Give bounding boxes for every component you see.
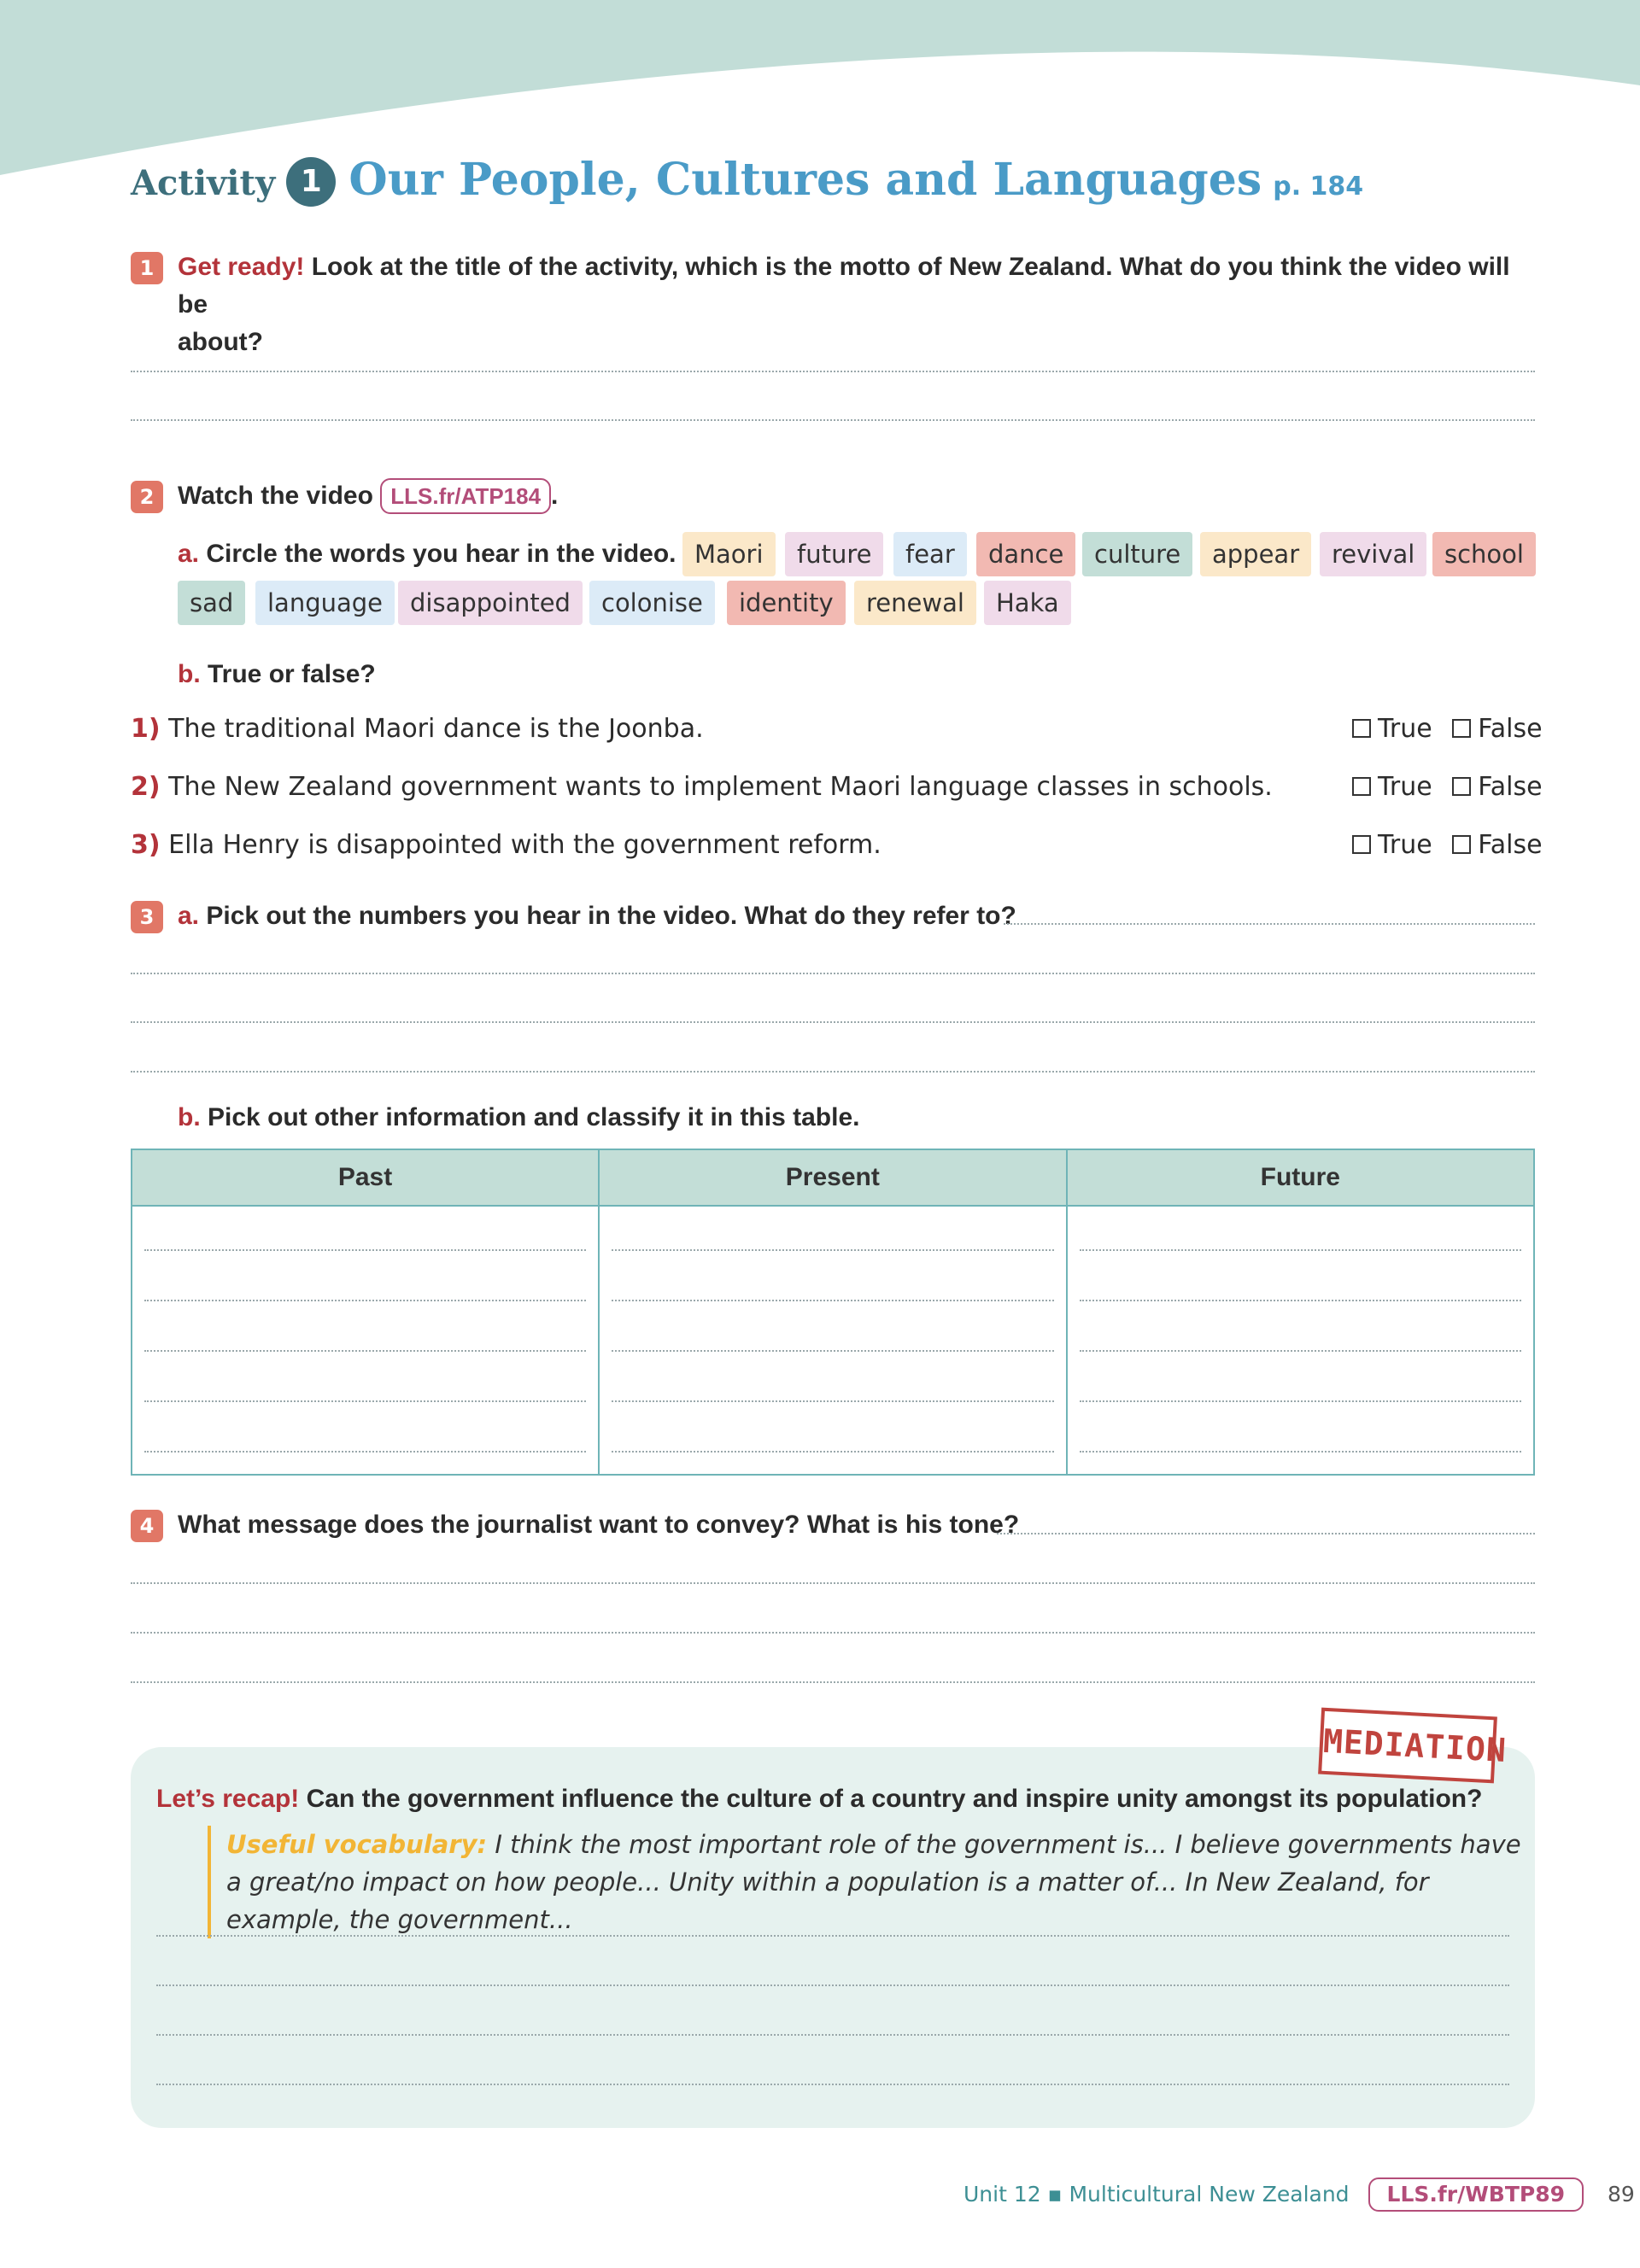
answer-line[interactable] bbox=[156, 2084, 1509, 2085]
question-3a-text: Pick out the numbers you hear in the video. What do they refer to? bbox=[206, 902, 1016, 930]
word-chip[interactable]: appear bbox=[1200, 532, 1311, 576]
question-1-text-cont: about? bbox=[178, 328, 263, 356]
column-header-present: Present bbox=[599, 1149, 1067, 1206]
useful-vocabulary bbox=[208, 1826, 1542, 1938]
activity-label: Activity bbox=[131, 163, 276, 203]
false-option[interactable] bbox=[1452, 714, 1542, 744]
question-2b-text: True or false? bbox=[208, 660, 376, 688]
false-option[interactable] bbox=[1452, 772, 1542, 802]
answer-line[interactable] bbox=[131, 1582, 1535, 1584]
recap-label: Let’s recap! bbox=[156, 1785, 300, 1813]
vocab-label: Useful vocabulary: bbox=[226, 1830, 488, 1859]
checkbox-icon[interactable] bbox=[1352, 835, 1371, 854]
answer-line[interactable] bbox=[131, 419, 1535, 421]
question-3b-label: b. bbox=[178, 1103, 201, 1131]
answer-line[interactable] bbox=[144, 1251, 586, 1301]
question-4-number: 4 bbox=[131, 1510, 163, 1542]
word-chip[interactable]: language bbox=[255, 581, 395, 625]
word-chip[interactable]: identity bbox=[727, 581, 846, 625]
column-header-future: Future bbox=[1067, 1149, 1534, 1206]
classification-table bbox=[131, 1149, 1535, 1476]
footer-link[interactable]: LLS.fr/WBTP89 bbox=[1368, 2177, 1584, 2212]
word-chip[interactable]: future bbox=[785, 532, 883, 576]
false-label: False bbox=[1478, 714, 1543, 744]
false-label: False bbox=[1478, 830, 1543, 860]
page-number: 89 bbox=[1607, 2182, 1635, 2207]
answer-line[interactable] bbox=[156, 1935, 1509, 1937]
answer-line[interactable] bbox=[144, 1352, 586, 1402]
video-link[interactable]: LLS.fr/ATP184 bbox=[380, 478, 551, 514]
word-chip[interactable]: colonise bbox=[589, 581, 715, 625]
question-2-number-wrap bbox=[131, 481, 163, 513]
word-chip[interactable]: Haka bbox=[984, 581, 1071, 625]
question-2a bbox=[178, 535, 676, 573]
word-chip[interactable]: renewal bbox=[854, 581, 976, 625]
question-2b-label: b. bbox=[178, 660, 201, 688]
statement-3 bbox=[131, 830, 882, 860]
answer-line[interactable] bbox=[131, 1681, 1535, 1683]
question-3-number-wrap bbox=[131, 901, 163, 933]
false-label: False bbox=[1478, 772, 1543, 802]
question-2a-text: Circle the words you hear in the video. bbox=[206, 540, 676, 568]
question-4 bbox=[178, 1506, 1019, 1544]
page-reference: p. 184 bbox=[1273, 172, 1364, 202]
question-2-number: 2 bbox=[131, 481, 163, 513]
question-2a-label: a. bbox=[178, 540, 200, 568]
question-3a bbox=[178, 897, 1016, 935]
activity-number: 1 bbox=[286, 157, 336, 207]
question-1-number-wrap bbox=[131, 252, 163, 284]
answer-line[interactable] bbox=[156, 2034, 1509, 2036]
true-option[interactable] bbox=[1352, 772, 1432, 802]
checkbox-icon[interactable] bbox=[1452, 719, 1471, 738]
answer-line[interactable] bbox=[131, 1632, 1535, 1634]
unit-label: Unit 12 ▪ Multicultural New Zealand bbox=[964, 2182, 1350, 2207]
word-chip[interactable]: dance bbox=[976, 532, 1075, 576]
question-1-number: 1 bbox=[131, 252, 163, 284]
answer-line[interactable] bbox=[1080, 1251, 1521, 1301]
answer-line[interactable] bbox=[144, 1402, 586, 1453]
word-chip[interactable]: school bbox=[1432, 532, 1536, 576]
answer-line[interactable] bbox=[612, 1251, 1054, 1301]
question-2-period: . bbox=[551, 482, 559, 510]
question-4-number-wrap bbox=[131, 1510, 163, 1542]
column-header-past: Past bbox=[132, 1149, 599, 1206]
activity-heading bbox=[131, 154, 1363, 207]
true-false-3 bbox=[1352, 830, 1543, 860]
get-ready-label: Get ready! bbox=[178, 253, 305, 281]
table-cell-future[interactable] bbox=[1067, 1206, 1534, 1475]
answer-line[interactable] bbox=[144, 1207, 586, 1251]
answer-line[interactable] bbox=[131, 371, 1535, 372]
question-3b bbox=[178, 1099, 859, 1137]
question-2-text: Watch the video bbox=[178, 482, 373, 510]
checkbox-icon[interactable] bbox=[1352, 777, 1371, 796]
true-false-2 bbox=[1352, 772, 1543, 802]
answer-line[interactable] bbox=[997, 1533, 1535, 1534]
mediation-stamp: MEDIATION bbox=[1318, 1708, 1497, 1784]
checkbox-icon[interactable] bbox=[1452, 777, 1471, 796]
statement-text: The New Zealand government wants to implement Maori language classes in schools. bbox=[168, 772, 1273, 802]
statement-number: 3) bbox=[131, 830, 161, 860]
false-option[interactable] bbox=[1452, 830, 1542, 860]
question-4-text: What message does the journalist want to convey? What is his tone? bbox=[178, 1511, 1020, 1539]
statement-text: Ella Henry is disappointed with the government reform. bbox=[168, 830, 882, 860]
page-title: Our People, Cultures and Languages bbox=[348, 154, 1262, 206]
answer-line[interactable] bbox=[1080, 1402, 1521, 1453]
table-cell-past[interactable] bbox=[132, 1206, 599, 1475]
answer-line[interactable] bbox=[1080, 1301, 1521, 1352]
answer-line[interactable] bbox=[131, 1071, 1535, 1073]
true-label: True bbox=[1378, 830, 1432, 860]
statement-1 bbox=[131, 714, 704, 744]
recap-question bbox=[156, 1780, 1482, 1818]
answer-line[interactable] bbox=[131, 973, 1535, 974]
question-1 bbox=[178, 248, 1544, 361]
recap-question-text: Can the government influence the culture of a country and inspire unity amongst its population? bbox=[306, 1785, 1483, 1813]
true-false-1 bbox=[1352, 714, 1543, 744]
word-chip[interactable]: disappointed bbox=[398, 581, 583, 625]
question-3b-text: Pick out other information and classify it in this table. bbox=[208, 1103, 860, 1131]
word-chip[interactable]: fear bbox=[893, 532, 967, 576]
statement-number: 1) bbox=[131, 714, 161, 744]
answer-line[interactable] bbox=[612, 1402, 1054, 1453]
answer-line[interactable] bbox=[612, 1352, 1054, 1402]
answer-line[interactable] bbox=[144, 1301, 586, 1352]
vocab-text: I think the most important role of the government is... I believe governments have a great/no impact on how people... Unity within a population is a matter of... In New Zealand, for example, the government... bbox=[226, 1830, 1521, 1934]
word-chip[interactable]: culture bbox=[1082, 532, 1192, 576]
word-chip[interactable]: sad bbox=[178, 581, 245, 625]
statement-2 bbox=[131, 772, 1273, 802]
answer-line[interactable] bbox=[612, 1301, 1054, 1352]
question-3a-label: a. bbox=[178, 902, 200, 930]
statement-number: 2) bbox=[131, 772, 161, 802]
question-2b bbox=[178, 656, 376, 693]
question-2 bbox=[178, 477, 558, 515]
word-chip[interactable]: revival bbox=[1320, 532, 1426, 576]
checkbox-icon[interactable] bbox=[1452, 835, 1471, 854]
answer-line[interactable] bbox=[1080, 1352, 1521, 1402]
answer-line[interactable] bbox=[1004, 923, 1535, 925]
true-label: True bbox=[1378, 714, 1432, 744]
statement-text: The traditional Maori dance is the Joonba. bbox=[168, 714, 704, 744]
answer-line[interactable] bbox=[612, 1207, 1054, 1251]
question-1-text: Look at the title of the activity, which is the motto of New Zealand. What do you think the video will be bbox=[178, 253, 1510, 319]
answer-line[interactable] bbox=[131, 1021, 1535, 1023]
checkbox-icon[interactable] bbox=[1352, 719, 1371, 738]
answer-line[interactable] bbox=[156, 1984, 1509, 1986]
true-label: True bbox=[1378, 772, 1432, 802]
true-option[interactable] bbox=[1352, 830, 1432, 860]
answer-line[interactable] bbox=[1080, 1207, 1521, 1251]
question-3-number: 3 bbox=[131, 901, 163, 933]
word-chip[interactable]: Maori bbox=[682, 532, 776, 576]
true-option[interactable] bbox=[1352, 714, 1432, 744]
table-cell-present[interactable] bbox=[599, 1206, 1067, 1475]
footer bbox=[964, 2177, 1635, 2212]
